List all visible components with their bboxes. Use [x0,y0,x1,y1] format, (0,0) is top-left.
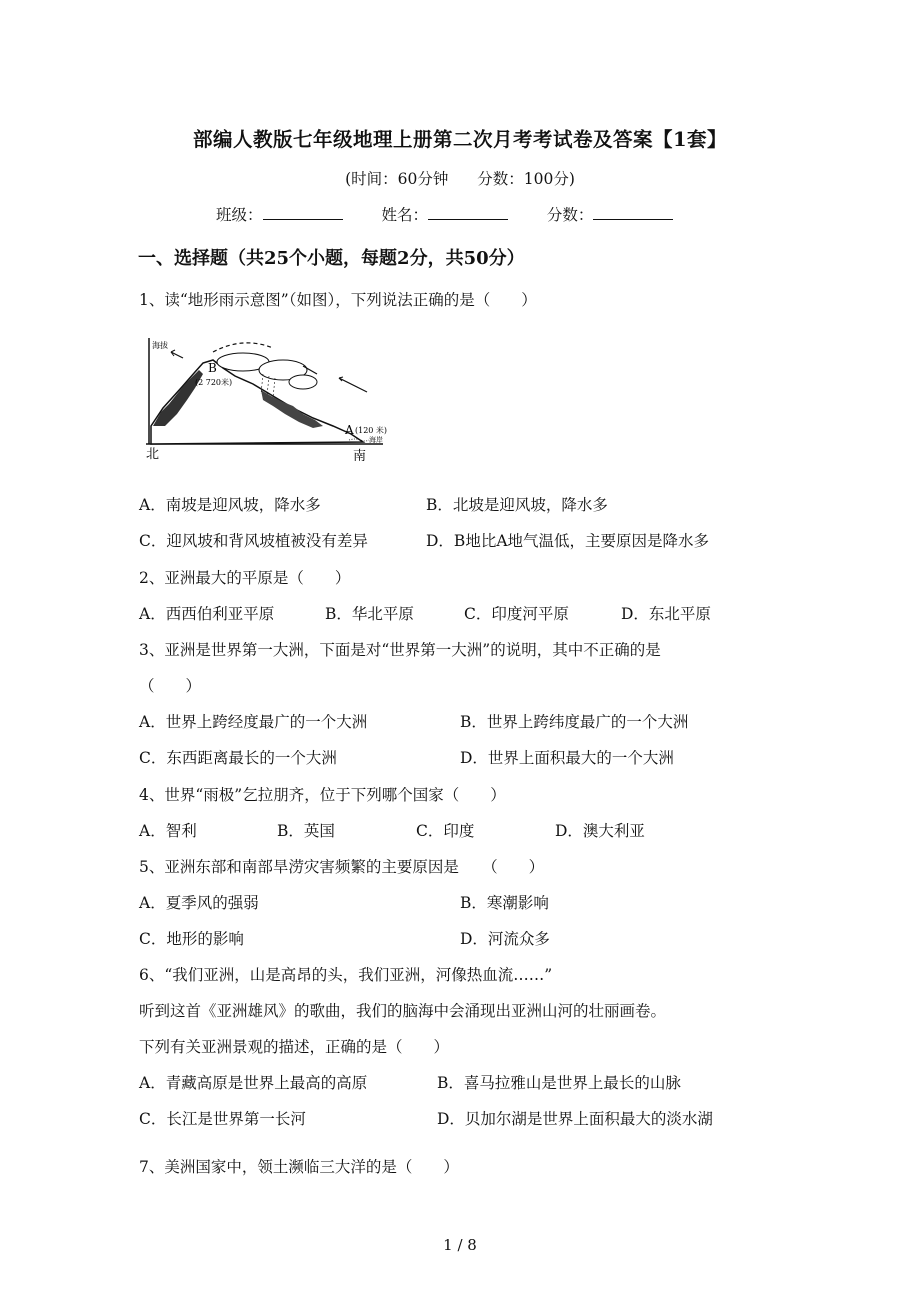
question-5-option-b: B．寒潮影响 [460,894,549,912]
question-2-stem: 2、亚洲最大的平原是（ ） [139,569,351,587]
altitude-label: 海拔 [152,341,168,350]
question-6-option-b: B．喜马拉雅山是世界上最长的山脉 [437,1074,681,1092]
question-7-stem: 7、美洲国家中，领土濒临三大洋的是（ ） [139,1158,459,1176]
question-6-stem-line2: 听到这首《亚洲雄风》的歌曲，我们的脑海中会涌现出亚洲山河的壮丽画卷。 [139,1002,667,1020]
exam-meta [0,167,920,189]
question-3-option-c: C．东西距离最长的一个大洲 [139,749,337,767]
north-label: 北 [146,447,160,462]
question-6-option-d: D．贝加尔湖是世界上面积最大的淡水湖 [437,1110,713,1128]
name-blank [428,204,508,220]
point-a-height: (120 米) [355,426,388,435]
question-5-option-c: C．地形的影响 [139,930,244,948]
score-label: 分数： [546,206,594,224]
class-blank [263,204,343,220]
score-blank [593,204,673,220]
question-6-stem-line3: 下列有关亚洲景观的描述，正确的是（ ） [139,1038,450,1056]
question-2-option-b: B．华北平原 [325,605,414,623]
question-5-stem: 5、亚洲东部和南部旱涝灾害频繁的主要原因是 （ ） [139,858,545,876]
question-6-option-a: A．青藏高原是世界上最高的高原 [139,1074,368,1092]
question-6-stem: 6、“我们亚洲，山是高昂的头，我们亚洲，河像热血流……” [139,966,553,984]
question-4-option-a: A．智利 [139,822,197,840]
question-4-option-c: C．印度 [416,822,475,840]
name-field [381,203,508,225]
name-label: 姓名： [381,206,428,224]
question-6-option-c: C．长江是世界第一长河 [139,1110,306,1128]
rain-lines [273,378,275,398]
question-3-option-a: A．世界上跨经度最广的一个大洲 [139,713,368,731]
class-label: 班级： [216,206,263,224]
question-3-option-d: D．世界上面积最大的一个大洲 [460,749,674,767]
question-4-stem: 4、世界“雨极”乞拉朋齐，位于下列哪个国家（ ） [139,786,506,804]
question-2-option-d: D．东北平原 [621,605,711,623]
question-5-option-d: D．河流众多 [460,930,550,948]
question-1-option-a: A．南坡是迎风坡，降水多 [139,496,321,514]
student-fields [216,203,707,225]
question-3-stem: 3、亚洲是世界第一大洲，下面是对“世界第一大洲”的说明，其中不正确的是 [139,641,661,659]
score-field [547,203,674,225]
question-3-stem-cont: （ ） [139,677,202,695]
question-2-option-c: C．印度河平原 [464,605,569,623]
question-2-option-a: A．西西伯利亚平原 [139,605,275,623]
question-1-option-b: B．北坡是迎风坡，降水多 [426,496,608,514]
exam-time: (时间：60分钟 [345,170,449,188]
question-1-option-c: C．迎风坡和背风坡植被没有差异 [139,532,368,550]
question-4-option-d: D．澳大利亚 [555,822,645,840]
cloud-small [289,375,317,389]
question-5-option-a: A．夏季风的强弱 [139,894,259,912]
coast-label: 海岸 [369,436,383,444]
question-4-option-b: B．英国 [277,822,335,840]
section-heading: 一、选择题（共25个小题，每题2分，共50分） [138,248,525,269]
south-label: 南 [353,449,367,462]
airflow-arrow-south-1 [339,378,367,392]
point-a-label: A [345,423,354,437]
point-b-label: B [208,361,217,375]
exam-score: 分数：100分) [477,170,575,188]
question-3-option-b: B．世界上跨纬度最广的一个大洲 [460,713,689,731]
question-1-option-d: D．B地比A地气温低，主要原因是降水多 [426,532,710,550]
orographic-rain-diagram [143,330,388,462]
class-field [216,203,343,225]
airflow-arrow-top [213,343,273,352]
page-title: 部编人教版七年级地理上册第二次月考考试卷及答案【1套】 [192,128,728,151]
page-number: 1 / 8 [443,1236,477,1254]
question-1-stem: 1、读“地形雨示意图”（如图），下列说法正确的是（ ） [139,291,537,309]
point-b-height: (2 720米) [195,378,233,387]
